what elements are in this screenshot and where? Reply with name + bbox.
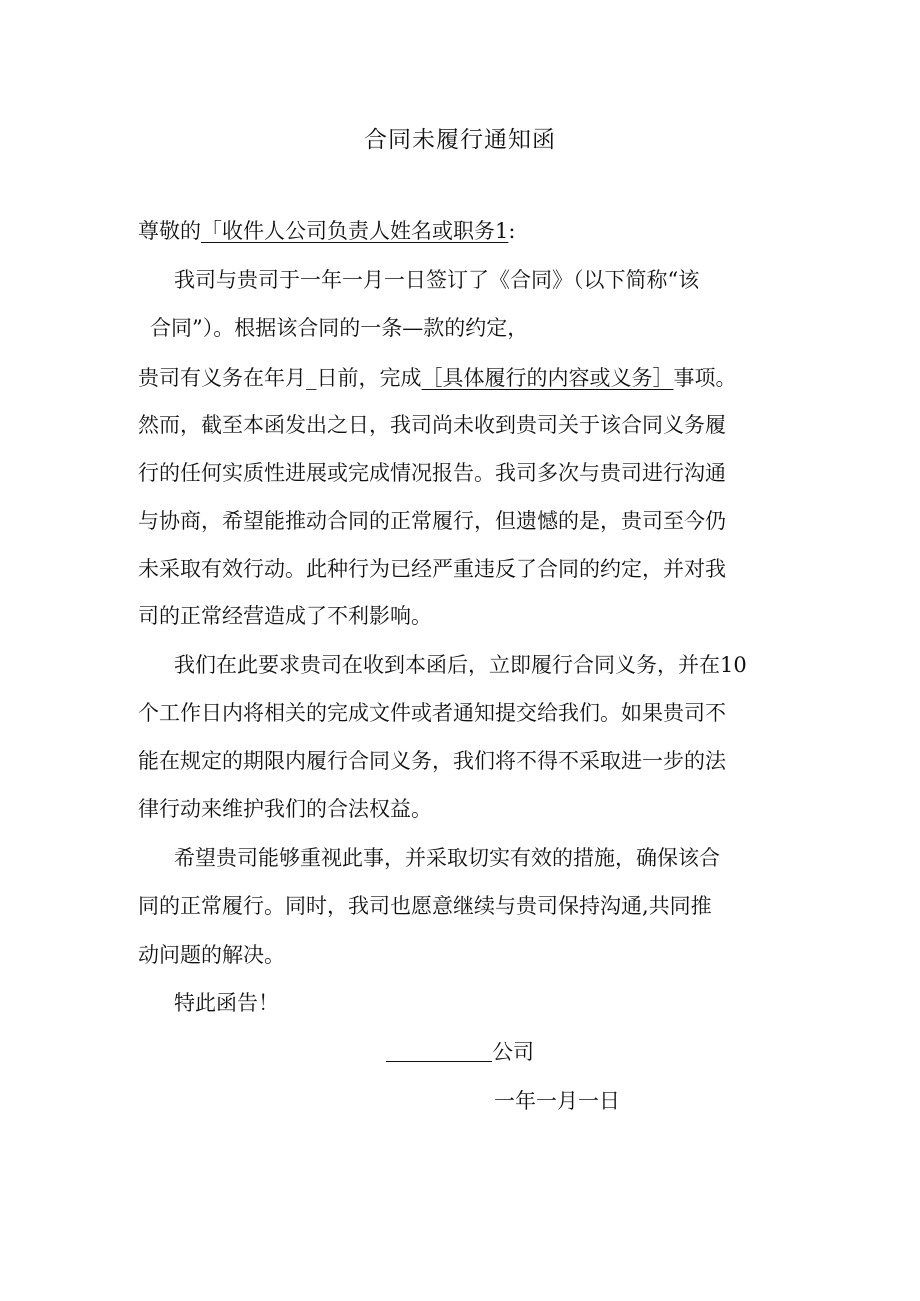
paragraph3-line3: 动问题的解决。 <box>138 943 285 967</box>
salutation <box>138 216 515 246</box>
paragraph1-line2: 合同”）。根据该合同的一条—款的约定， <box>150 316 529 340</box>
obligation-prefix: 贵司有义务在年月_日前，完成 <box>138 366 422 390</box>
company-name-blank <box>386 1039 492 1062</box>
obligation-suffix: 事项。 <box>673 366 737 390</box>
paragraph3-line2: 同的正常履行。同时，我司也愿意继续与贵司保持沟通,共同推 <box>138 894 712 918</box>
company-suffix: 公司 <box>492 1040 534 1064</box>
paragraph1-line5: 行的任何实质性进展或完成情况报告。我司多次与贵司进行沟通 <box>138 461 726 485</box>
salutation-prefix: 尊敬的 <box>138 219 201 243</box>
obligation-placeholder: ［具体履行的内容或义务］ <box>421 366 674 390</box>
paragraph1-line4: 然而，截至本函发出之日，我司尚未收到贵司关于该合同义务履 <box>138 413 726 437</box>
paragraph2-line1: 我们在此要求贵司在收到本函后，立即履行合同义务，并在10 <box>174 653 747 677</box>
paragraph2-line4: 律行动来维护我们的合法权益。 <box>138 797 432 821</box>
paragraph2-line2: 个工作日内将相关的完成文件或者通知提交给我们。如果贵司不 <box>138 701 726 725</box>
paragraph1-line3 <box>138 363 737 393</box>
recipient-placeholder: 「收件人公司负责人姓名或职务1 <box>201 219 509 243</box>
paragraph1-line7: 未采取有效行动。此种行为已经严重违反了合同的约定，并对我 <box>138 557 726 581</box>
paragraph1-line8: 司的正常经营造成了不利影响。 <box>138 604 432 628</box>
signature-company <box>386 1037 534 1067</box>
closing-line: 特此函告！ <box>174 991 279 1015</box>
paragraph3-line1: 希望贵司能够重视此事，并采取切实有效的措施，确保该合 <box>174 846 720 870</box>
document-title: 合同未履行通知函 <box>364 127 556 153</box>
signature-date: 一年一月一日 <box>494 1089 620 1113</box>
paragraph1-line1: 我司与贵司于一年一月一日签订了《合同》（以下简称“该 <box>174 268 700 292</box>
paragraph1-line6: 与协商，希望能推动合同的正常履行，但遗憾的是，贵司至今仍 <box>138 509 726 533</box>
paragraph2-line3: 能在规定的期限内履行合同义务，我们将不得不采取进一步的法 <box>138 749 726 773</box>
salutation-suffix: : <box>508 219 516 243</box>
